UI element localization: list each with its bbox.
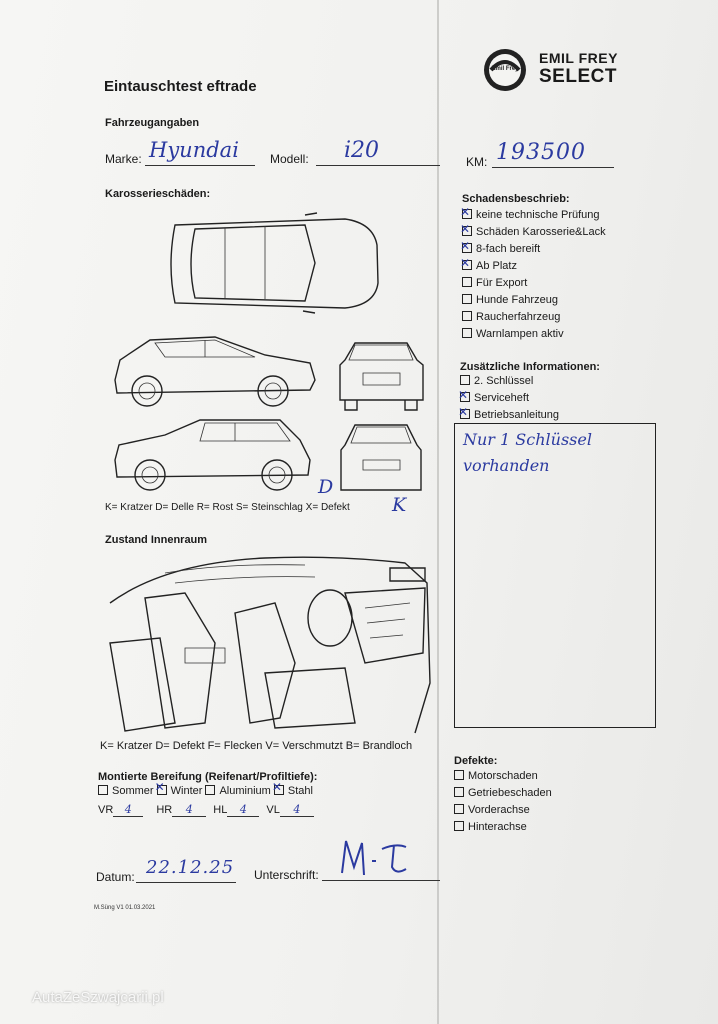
defect-item-label: Motorschaden [468,770,538,782]
tire-depth-value: 4 [185,803,193,816]
tire-position-label: HR [156,804,173,816]
damage-item-label: Hunde Fahrzeug [476,294,558,306]
car-top-view [171,213,378,313]
tire-depth-field[interactable] [280,803,314,817]
checkbox[interactable] [462,226,472,236]
damage-description-title: Schadensbeschrieb: [462,193,570,205]
notes-line-2: vorhanden [463,456,550,475]
checkbox[interactable] [274,785,284,795]
defect-item[interactable] [454,802,552,819]
defect-item-label: Hinterachse [468,821,527,833]
model-value: i20 [344,138,380,163]
damage-item[interactable] [462,224,606,241]
km-field[interactable] [492,142,614,168]
damage-item-label: Warnlampen aktiv [476,328,564,340]
brand-field[interactable] [145,140,255,166]
tire-depths [98,803,314,817]
tire-depth-vr [98,804,143,816]
km-value: 193500 [496,140,586,165]
damage-item[interactable] [462,258,606,275]
tire-type-label: Winter [170,785,203,797]
watermark: AutaZeSzwajcarii.pl [32,989,164,1006]
checkbox[interactable] [454,804,464,814]
checkbox[interactable] [462,294,472,304]
tire-depth-value: 4 [239,803,247,816]
checkbox[interactable] [454,821,464,831]
defect-item[interactable] [454,768,552,785]
handwritten-signature [336,831,416,881]
info-item-label: Serviceheft [474,392,530,404]
info-item[interactable] [460,390,559,407]
damage-item[interactable] [462,292,606,309]
damage-item-label: 8-fach bereift [476,243,541,255]
tire-depth-value: 4 [293,803,301,816]
checkbox[interactable] [462,209,472,219]
date-value: 22.12.25 [146,857,235,878]
damage-mark-d: D [318,476,334,498]
car-side-view-right [115,420,310,490]
body-damage-section-title: Karosserieschäden: [105,188,211,200]
checkbox[interactable] [462,277,472,287]
defect-item-label: Vorderachse [468,804,530,816]
interior-diagram [105,553,435,735]
damage-item-label: Für Export [476,277,528,289]
info-item[interactable] [460,373,559,390]
defect-item[interactable] [454,785,552,802]
additional-info-title: Zusätzliche Informationen: [460,361,600,373]
date-field[interactable] [136,857,236,883]
tire-depth-hr [156,804,206,816]
checkbox[interactable] [454,770,464,780]
checkbox[interactable] [460,375,470,385]
defect-item-label: Getriebeschaden [468,787,552,799]
tire-types [98,785,313,797]
checkbox[interactable] [454,787,464,797]
tire-type-label: Stahl [287,785,313,797]
logo-text-line2: SELECT [539,66,617,87]
tires-section-title: Montierte Bereifung (Reifenart/Profiltiefe): [98,771,318,783]
signature-field[interactable] [322,845,440,881]
tire-depth-vl [266,804,313,816]
emil-frey-logo [481,46,631,96]
defect-item[interactable] [454,819,552,836]
tire-type-option[interactable] [157,785,203,797]
info-item-label: Betriebsanleitung [474,409,560,421]
tire-type-option[interactable] [205,785,270,797]
interior-section-title: Zustand Innenraum [105,534,208,546]
info-item-label: 2. Schlüssel [474,375,534,387]
defects-section-title: Defekte: [454,755,498,767]
damage-item[interactable] [462,275,606,292]
damage-description-list [462,207,606,343]
km-label: KM: [466,155,488,169]
body-damage-legend: K= Kratzer D= Delle R= Rost S= Steinschlag X= Defekt [105,502,350,513]
damage-item[interactable] [462,309,606,326]
checkbox[interactable] [462,311,472,321]
checkbox[interactable] [462,328,472,338]
notes-box[interactable] [454,423,656,728]
car-side-view-left [115,337,315,406]
checkbox[interactable] [98,785,108,795]
damage-item-label: Schäden Karosserie&Lack [476,226,606,238]
checkbox[interactable] [205,785,215,795]
tire-depth-field[interactable] [113,803,143,817]
logo-small-text: Emil Frey [491,66,519,72]
tire-depth-field[interactable] [172,803,206,817]
checkbox[interactable] [462,260,472,270]
tire-type-label: Aluminium [219,785,271,797]
additional-info-list [460,373,559,424]
defects-list [454,768,552,836]
date-label: Datum: [96,870,135,884]
model-label: Modell: [270,152,309,166]
damage-item-label: Raucherfahrzeug [476,311,561,323]
checkbox[interactable] [460,392,470,402]
tire-depth-field[interactable] [227,803,259,817]
damage-mark-k: K [392,494,407,516]
form-title: Eintauschtest eftrade [104,78,257,95]
vehicle-section-title: Fahrzeugangaben [105,117,200,129]
brand-label: Marke: [105,152,142,166]
model-field[interactable] [316,140,440,166]
tire-type-option[interactable] [98,785,154,797]
tire-position-label: VL [266,804,280,816]
damage-item[interactable] [462,241,606,258]
brand-value: Hyundai [149,138,239,162]
info-item[interactable] [460,407,559,424]
damage-item[interactable] [462,207,606,224]
tire-depth-hl [213,804,259,816]
tire-type-option[interactable] [274,785,313,797]
checkbox[interactable] [157,785,167,795]
notes-line-1: Nur 1 Schlüssel [463,430,592,449]
interior-legend: K= Kratzer D= Defekt F= Flecken V= Verschmutzt B= Brandloch [100,740,413,752]
car-body-diagram [105,205,440,505]
car-rear-view [341,425,421,490]
damage-item-label: Ab Platz [476,260,517,272]
logo-text-line1: EMIL FREY [539,50,618,66]
tire-depth-value: 4 [124,803,132,816]
signature-label: Unterschrift: [254,868,319,882]
damage-item-label: keine technische Prüfung [476,209,600,221]
checkbox[interactable] [462,243,472,253]
form-version: M.Süng V1 01.03.2021 [94,905,156,911]
car-front-view [340,343,423,410]
tire-position-label: VR [98,804,114,816]
checkbox[interactable] [460,409,470,419]
damage-item[interactable] [462,326,606,343]
tire-position-label: HL [213,804,228,816]
tire-type-label: Sommer [112,785,154,797]
